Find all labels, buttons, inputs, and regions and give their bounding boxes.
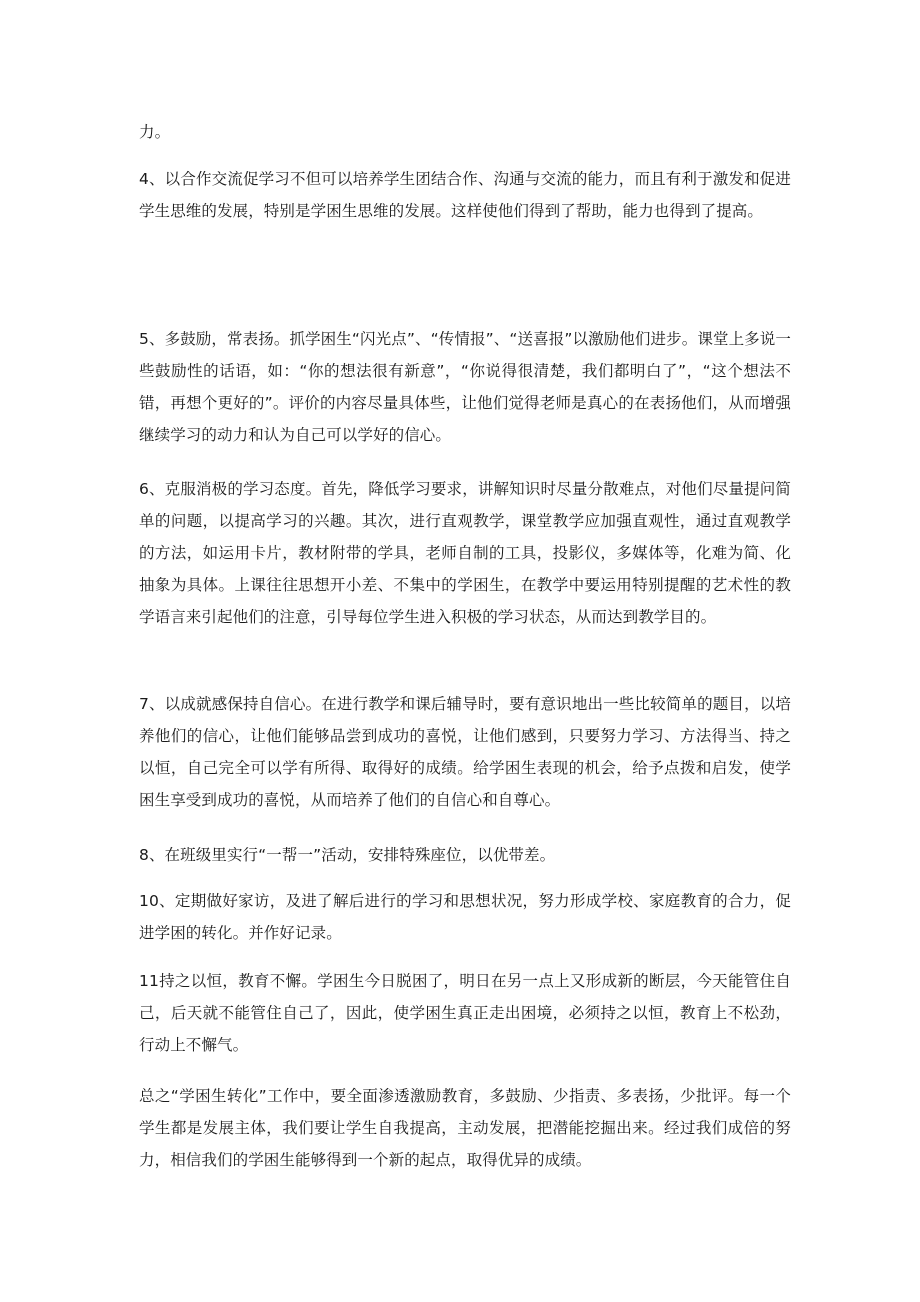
paragraph-item-10: 10、定期做好家访，及进了解后进行的学习和思想状况，努力形成学校、家庭教育的合力，促进学困的转化。并作好记录。	[139, 892, 791, 942]
paragraph-item-7: 7、以成就感保持自信心。在进行教学和课后辅导时，要有意识地出一些比较简单的题目，以培养他们的信心，让他们能够品尝到成功的喜悦，让他们感到，只要努力学习、方法得当、持之以恒，自己完全可以学有所得、取得好的成绩。给学困生表现的机会，给予点拨和启发，使学困生享受到成功的喜悦，从而培养了他们的自信心和自尊心。	[139, 695, 791, 809]
paragraph-item-11: 11持之以恒，教育不懈。学困生今日脱困了，明日在另一点上又形成新的断层，今天能管住自己，后天就不能管住自己了，因此，使学困生真正走出困境，必须持之以恒，教育上不松劲，行动上不懈气。	[139, 972, 791, 1054]
paragraph-item-6: 6、克服消极的学习态度。首先，降低学习要求，讲解知识时尽量分散难点，对他们尽量提问简单的问题，以提高学习的兴趣。其次，进行直观教学，课堂教学应加强直观性，通过直观教学的方法，如运用卡片，教材附带的学具，老师自制的工具，投影仪，多媒体等，化难为简、化抽象为具体。上课往往思想开小差、不集中的学困生，在教学中要运用特别提醒的艺术性的教学语言来引起他们的注意，引导每位学生进入积极的学习状态，从而达到教学目的。	[139, 480, 791, 626]
paragraph-conclusion: 总之“学困生转化”工作中，要全面渗透激励教育，多鼓励、少指责、多表扬，少批评。每一个学生都是发展主体，我们要让学生自我提高，主动发展，把潜能挖掘出来。经过我们成倍的努力，相信我们的学困生能够得到一个新的起点，取得优异的成绩。	[139, 1087, 791, 1169]
paragraph-item-5: 5、多鼓励，常表扬。抓学困生“闪光点”、“传情报”、“送喜报”以激励他们进步。课堂上多说一些鼓励性的话语，如：“你的想法很有新意”，“你说得很清楚，我们都明白了”，“这个想法不错，再想个更好的”。评价的内容尽量具体些，让他们觉得老师是真心的在表扬他们，从而增强继续学习的动力和认为自己可以学好的信心。	[139, 330, 791, 444]
paragraph-item-4: 4、以合作交流促学习不但可以培养学生团结合作、沟通与交流的能力，而且有利于激发和促进学生思维的发展，特别是学困生思维的发展。这样使他们得到了帮助，能力也得到了提高。	[139, 170, 791, 220]
paragraph-continuation: 力。	[139, 123, 171, 141]
paragraph-item-8: 8、在班级里实行“一帮一”活动，安排特殊座位，以优带差。	[139, 846, 556, 864]
